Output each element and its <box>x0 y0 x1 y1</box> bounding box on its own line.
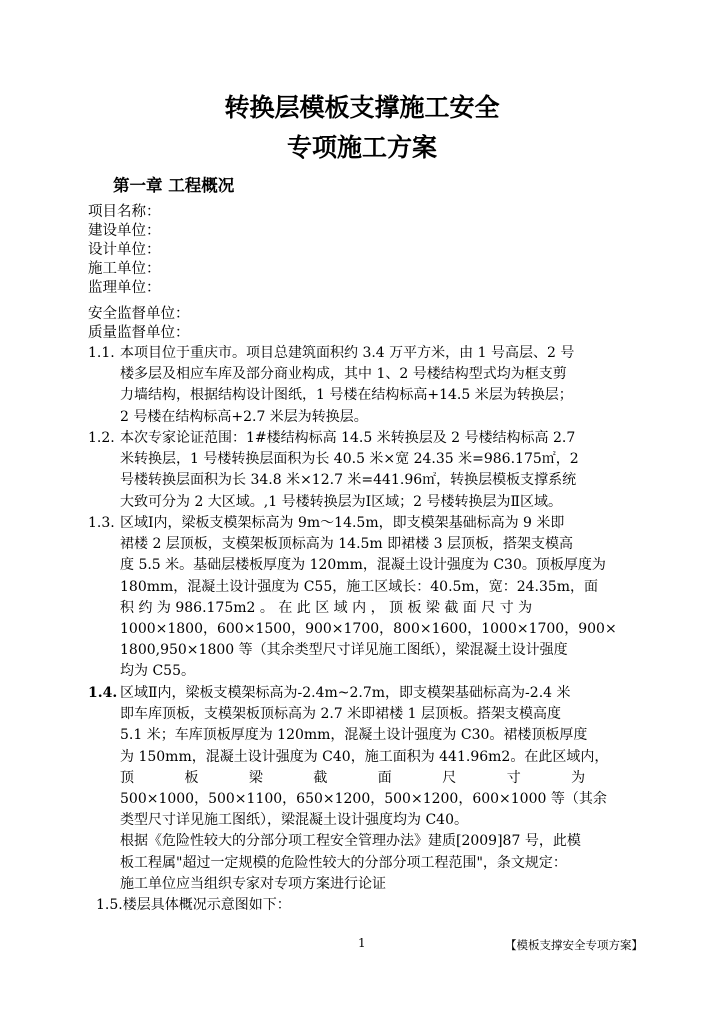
paragraph-line: 力墙结构，根据结构设计图纸，1 号楼在结构标高+14.5 米层为转换层； <box>120 387 573 404</box>
field-design-unit: 设计单位： <box>88 242 161 258</box>
footer-doc-title: 【模板支撑安全专项方案】 <box>505 938 643 952</box>
section-1-3 <box>88 513 643 683</box>
title-line-1: 转换层模板支撑施工安全 <box>224 93 500 122</box>
paragraph-line: 米转换层，1 号楼转换层面积为长 40.5 米×宽 24.35 米=986.175㎡，2 <box>120 451 579 468</box>
paragraph-line: 顶 板 梁 截 面 尺 寸 为 <box>120 769 586 786</box>
title-line-2: 专项施工方案 <box>286 133 437 162</box>
paragraph-line: 500×1000，500×1100，650×1200，500×1200，600×1000 等（其余 <box>120 791 607 808</box>
paragraph-line: 号楼转换层面积为长 34.8 米×12.7 米=441.96㎡，转换层模板支撑系统 <box>120 472 577 489</box>
paragraph-line: 2 号楼在结构标高+2.7 米层为转换层。 <box>120 408 368 425</box>
paragraph-line: 积 约 为 986.175m2 。 在 此 区 域 内 ， 顶 板 梁 截 面 尺 寸 为 <box>120 599 533 616</box>
section-1-2 <box>88 428 643 513</box>
page-number: 1 <box>358 936 366 950</box>
paragraph-line: 板工程属"超过一定规模的危险性较大的分部分项工程范围"，条文规定： <box>120 854 567 871</box>
field-contractor: 施工单位： <box>88 261 161 277</box>
paragraph-line: 类型尺寸详见施工图纸），梁混凝土设计强度均为 C40。 <box>120 812 468 829</box>
paragraph-line: 1.5.楼层具体概况示意图如下： <box>96 897 291 913</box>
section-number: 1.1. <box>88 345 115 361</box>
field-project-name: 项目名称： <box>88 204 161 220</box>
field-quality-supervision: 质量监督单位： <box>88 325 190 341</box>
paragraph-line: 裙楼 2 层顶板，支模架板顶标高为 14.5m 即裙楼 3 层顶板，搭架支模高 <box>120 536 573 553</box>
section-1-1 <box>88 343 643 428</box>
paragraph-line: 区域Ⅱ内，梁板支模架标高为-2.4m~2.7m，即支模架基础标高为-2.4 米 <box>120 685 571 701</box>
paragraph-line: 5.1 米；车库顶板厚度为 120mm，混凝土设计强度为 C30。裙楼顶板厚度 <box>120 727 588 744</box>
paragraph-line: 度 5.5 米。基础层楼板厚度为 120mm，混凝土设计强度为 C30。顶板厚度为 <box>120 557 606 574</box>
paragraph-line: 区域Ⅰ内，梁板支模架标高为 9m～14.5m，即支模架基础标高为 9 米即 <box>120 515 565 531</box>
paragraph-line: 施工单位应当组织专家对专项方案进行论证 <box>120 875 386 892</box>
chapter-heading: 第一章 工程概况 <box>113 176 235 195</box>
section-number: 1.4. <box>88 685 118 701</box>
paragraph-line: 1000×1800，600×1500，900×1700，800×1600，1000×1700，900× <box>120 621 617 638</box>
paragraph-line: 为 150mm，混凝土设计强度为 C40，施工面积为 441.96m2。在此区域内， <box>120 748 609 765</box>
section-number: 1.3. <box>88 515 115 531</box>
section-number: 1.2. <box>88 430 115 446</box>
paragraph-line: 180mm，混凝土设计强度为 C55，施工区域长：40.5m，宽：24.35m，面 <box>120 578 599 595</box>
paragraph-line: 大致可分为 2 大区域。,1 号楼转换层为Ⅰ区域；2 号楼转换层为Ⅱ区域。 <box>120 493 563 510</box>
section-1-5 <box>96 895 651 916</box>
paragraph-line: 楼多层及相应车库及部分商业构成，其中 1、2 号楼结构型式均为框支剪 <box>120 366 567 383</box>
field-safety-supervision: 安全监督单位： <box>88 306 190 322</box>
paragraph-line: 根据《危险性较大的分部分项工程安全管理办法》建质[2009]87 号，此模 <box>120 833 581 850</box>
paragraph-line: 即车库顶板，支模架板顶标高为 2.7 米即裙楼 1 层顶板。搭架支模高度 <box>120 706 561 723</box>
paragraph-line: 本项目位于重庆市。项目总建筑面积约 3.4 万平方米，由 1 号高层、2 号 <box>120 345 575 361</box>
field-construction-unit: 建设单位： <box>88 223 161 239</box>
paragraph-line: 本次专家论证范围：1#楼结构标高 14.5 米转换层及 2 号楼结构标高 2.7 <box>120 430 576 446</box>
paragraph-line: 1800,950×1800 等（其余类型尺寸详见施工图纸），梁混凝土设计强度 <box>120 642 568 659</box>
section-1-4 <box>88 683 643 895</box>
field-supervision-unit: 监理单位： <box>88 280 161 296</box>
paragraph-line: 均为 C55。 <box>120 663 195 680</box>
